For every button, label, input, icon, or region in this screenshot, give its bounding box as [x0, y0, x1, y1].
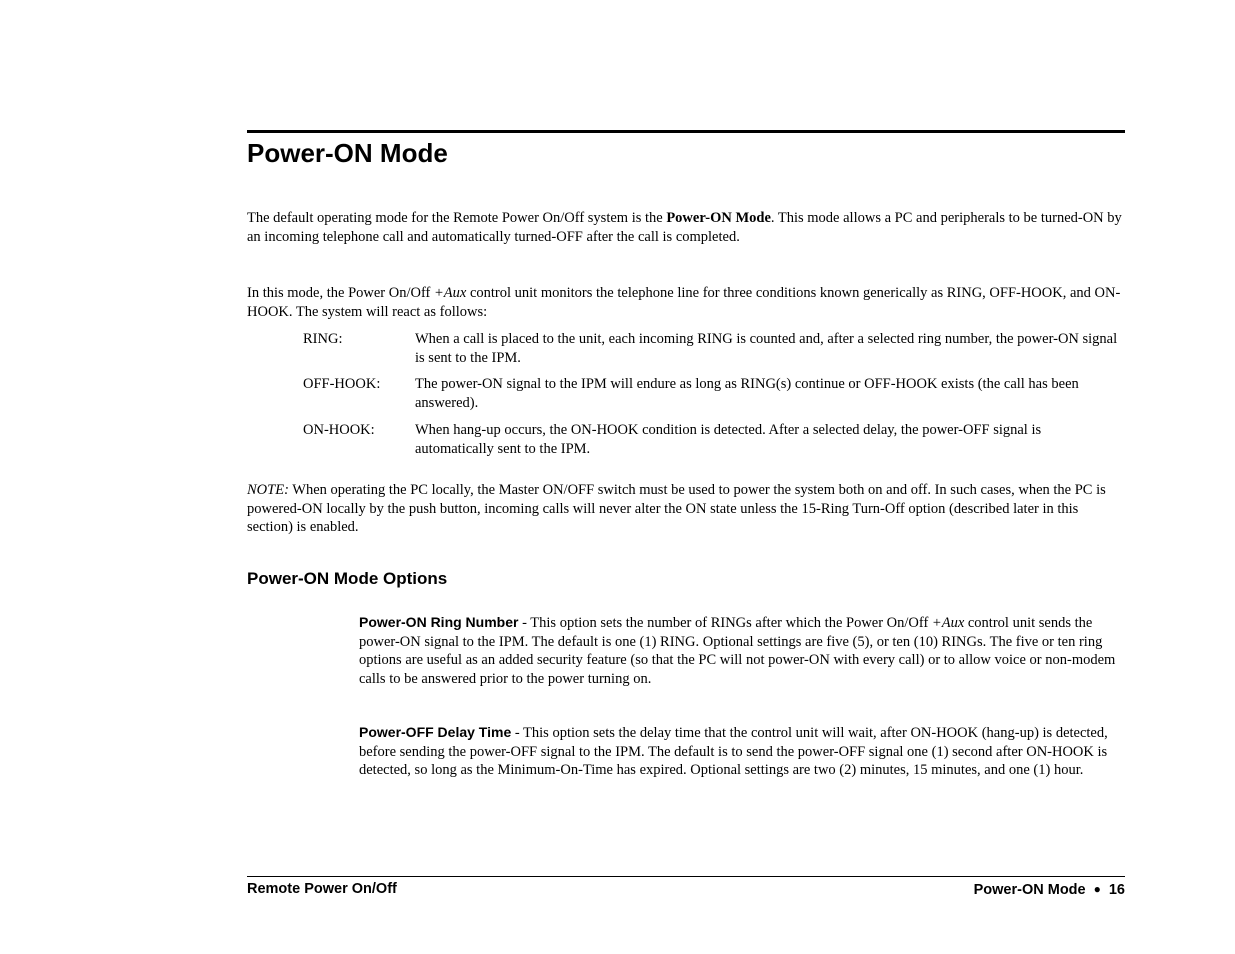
note-label: NOTE: — [247, 482, 289, 498]
bullet-icon: ● — [1093, 882, 1101, 896]
option-name: Power-ON Ring Number — [359, 614, 519, 630]
options-section-title: Power-ON Mode Options — [247, 569, 448, 588]
footer-document-title: Remote Power On/Off — [247, 881, 397, 897]
option-ring-number — [359, 613, 1119, 688]
option-off-delay — [359, 723, 1119, 780]
option-name: Power-OFF Delay Time — [359, 724, 512, 740]
header-rule — [247, 130, 1125, 133]
option-text: - This option sets the delay time that the control unit will wait, after ON-HOOK (hang-up) is detected, before sending the power-OFF signal to the IPM. The default is to send the power-OFF signal one (1) second after ON-HOOK is detected, so long as the Minimum-On-Time has expired. Optional settings are two (2) minutes, 15 minutes, and one (1) hour. — [359, 725, 1108, 778]
monitoring-text-2: control unit monitors the telephone line for three conditions known generically as RING, OFF-HOOK, and ON-HOOK. The system will react as follows: — [247, 285, 1121, 320]
footer-section-name: Power-ON Mode — [973, 882, 1086, 898]
condition-term: RING: — [303, 331, 343, 347]
intro-mode-name: Power-ON Mode — [666, 210, 771, 226]
note-text: When operating the PC locally, the Master ON/OFF switch must be used to power the system both on and off. In such cases, when the PC is powered-ON locally by the push button, incoming calls will never alter the ON state unless the 15-Ring Turn-Off option (described later in this section) is enabled. — [247, 482, 1106, 535]
footer-rule — [247, 876, 1125, 877]
monitoring-paragraph — [247, 284, 1125, 321]
page-number: 16 — [1108, 882, 1125, 898]
option-aux: +Aux — [931, 615, 965, 631]
intro-text-2: . This mode allows a PC and peripherals to be turned-ON by an incoming telephone call and automatically turned-OFF after the call is completed. — [247, 210, 1122, 245]
condition-term: OFF-HOOK: — [303, 376, 381, 392]
condition-description: The power-ON signal to the IPM will endure as long as RING(s) continue or OFF-HOOK exists (the call has been answered). — [415, 376, 1079, 411]
page-title: Power-ON Mode — [247, 138, 448, 168]
condition-term: ON-HOOK: — [303, 422, 375, 438]
monitoring-text-1: In this mode, the Power On/Off — [247, 285, 434, 301]
option-text-2: control unit sends the power-ON signal to the IPM. The default is one (1) RING. Optional settings are five (5), or ten (10) RINGs. The five or ten ring options are useful as an added security feature (so that the PC will not power-ON with every call) or to allow voice or non-modem calls to be answered prior to the power turning on. — [359, 615, 1116, 687]
intro-text-1: The default operating mode for the Remote Power On/Off system is the — [247, 210, 667, 226]
monitoring-aux: +Aux — [434, 285, 467, 301]
option-text-1: - This option sets the number of RINGs after which the Power On/Off — [518, 615, 932, 631]
condition-description: When hang-up occurs, the ON-HOOK condition is detected. After a selected delay, the power-OFF signal is automatically sent to the IPM. — [415, 422, 1042, 457]
condition-description: When a call is placed to the unit, each incoming RING is counted and, after a selected ring number, the power-ON signal is sent to the IPM. — [415, 331, 1118, 366]
note-paragraph — [247, 481, 1125, 537]
footer-section-page — [974, 879, 1125, 900]
intro-paragraph — [247, 209, 1125, 246]
